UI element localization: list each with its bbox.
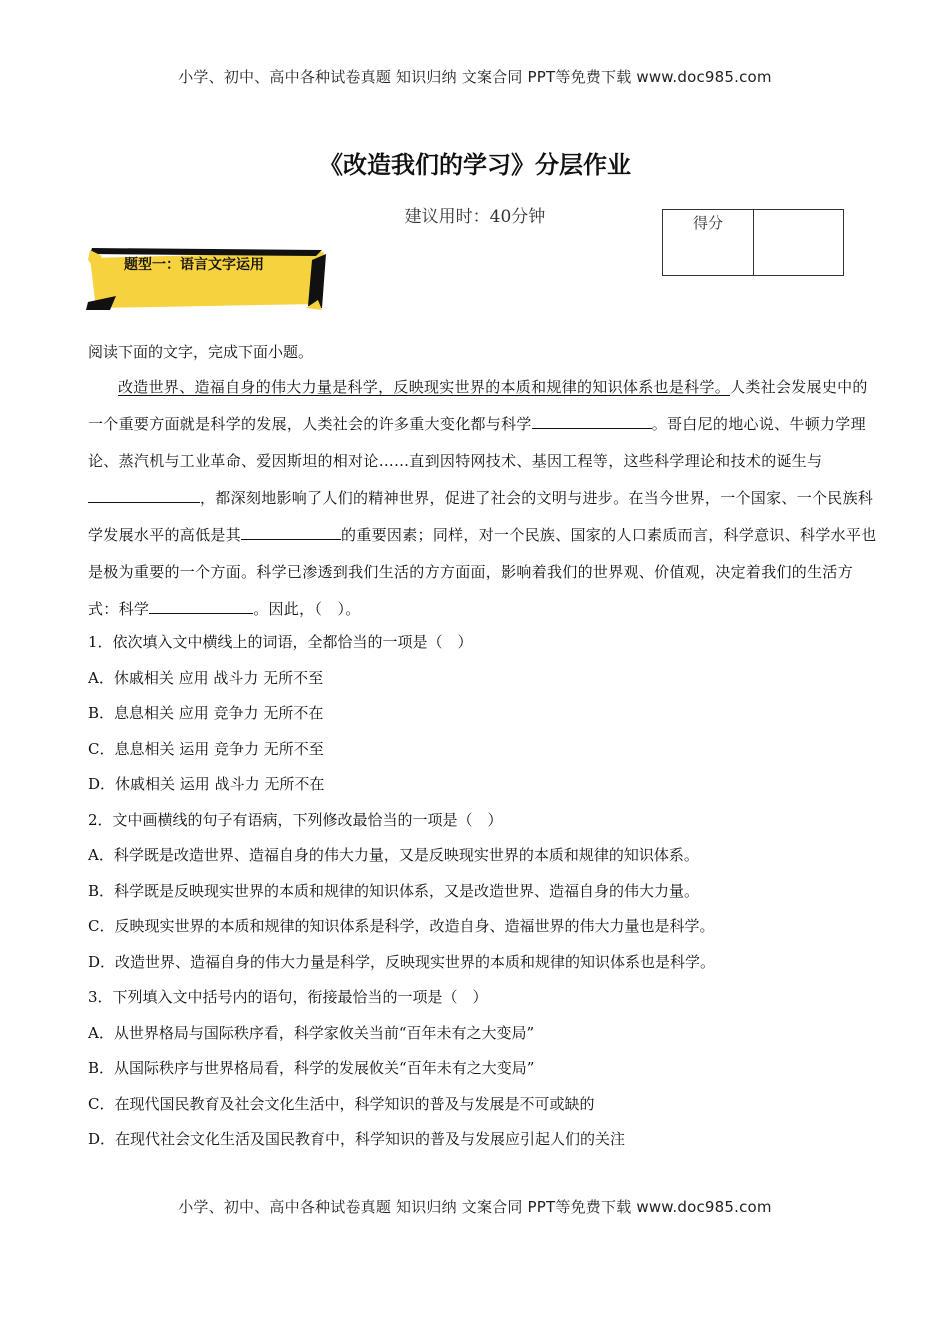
fill-blank-4[interactable] <box>149 596 253 614</box>
option-c[interactable]: C．反映现实世界的本质和规律的知识体系是科学，改造自身、造福世界的伟大力量也是科学。 <box>88 917 715 935</box>
option-b[interactable]: B．从国际秩序与世界格局看，科学的发展攸关“百年未有之大变局” <box>88 1059 535 1077</box>
fill-blank-2[interactable] <box>88 485 200 503</box>
passage-segment-3: ，都深刻地影响了人们的精神世界，促进了社会的文明与进步。在当今世界，一个国家、一个民族科学发展水平的高低是其 <box>88 489 874 544</box>
option-a[interactable]: A．从世界格局与国际秩序看，科学家攸关当前“百年未有之大变局” <box>88 1023 535 1042</box>
option-a[interactable]: A．休戚相关 应用 战斗力 无所不至 <box>88 668 324 687</box>
question-2 <box>88 803 878 981</box>
reading-instruction: 阅读下面的文字，完成下面小题。 <box>88 343 314 361</box>
passage-segment-2: 。哥白尼的地心说、牛顿力学理论、蒸汽机与工业革命、爱因斯坦的相对论……直到因特网技术、基因工程等，这些科学理论和技术的诞生与 <box>88 415 866 470</box>
footer-banner: 小学、初中、高中各种试卷真题 知识归纳 文案合同 PPT等免费下载 www.doc985.com <box>178 1198 772 1216</box>
question-stem: 1．依次填入文中横线上的词语，全都恰当的一项是（ ） <box>88 633 473 651</box>
page-title: 《改造我们的学习》分层作业 <box>319 151 631 179</box>
score-label: 得分 <box>692 214 723 232</box>
suggested-time: 建议用时：40分钟 <box>404 207 546 227</box>
underlined-sentence: 改造世界、造福自身的伟大力量是科学，反映现实世界的本质和规律的知识体系也是科学。 <box>118 378 731 396</box>
option-d[interactable]: D．改造世界、造福自身的伟大力量是科学，反映现实世界的本质和规律的知识体系也是科学。 <box>88 952 716 971</box>
document-body <box>88 340 878 1158</box>
passage-segment-4: 的重要因素；同样，对一个民族、国家的人口素质而言，科学意识、科学水平也是极为重要的一个方面。科学已渗透到我们生活的方方面面，影响着我们的世界观、价值观，决定着我们的生活方式：科学 <box>88 526 877 618</box>
question-stem: 3．下列填入文中括号内的语句，衔接最恰当的一项是（ ） <box>88 988 488 1006</box>
section-label: 题型一：语言文字运用 <box>124 257 264 273</box>
option-a[interactable]: A．科学既是改造世界、造福自身的伟大力量，又是反映现实世界的本质和规律的知识体系。 <box>88 846 699 864</box>
question-stem: 2．文中画横线的句子有语病，下列修改最恰当的一项是（ ） <box>88 810 503 829</box>
header-banner: 小学、初中、高中各种试卷真题 知识归纳 文案合同 PPT等免费下载 www.doc985.com <box>178 68 772 86</box>
passage-segment-5: 。因此，（ ）。 <box>253 600 361 618</box>
passage-segment-1: 人类社会发展史中的一个重要方面就是科学的发展，人类社会的许多重大变化都与科学 <box>88 378 868 433</box>
option-c[interactable]: C．在现代国民教育及社会文化生活中，科学知识的普及与发展是不可或缺的 <box>88 1094 595 1113</box>
question-1 <box>88 625 878 803</box>
fill-blank-1[interactable] <box>532 411 652 429</box>
fill-blank-3[interactable] <box>241 522 341 540</box>
option-d[interactable]: D．休戚相关 运用 战斗力 无所不在 <box>88 775 325 793</box>
score-value-cell[interactable] <box>754 210 844 275</box>
option-b[interactable]: B．科学既是反映现实世界的本质和规律的知识体系，又是改造世界、造福自身的伟大力量。 <box>88 881 700 900</box>
score-table <box>662 209 844 276</box>
option-d[interactable]: D．在现代社会文化生活及国民教育中，科学知识的普及与发展应引起人们的关注 <box>88 1130 626 1148</box>
reading-passage <box>88 369 878 628</box>
option-c[interactable]: C．息息相关 运用 竞争力 无所不至 <box>88 739 324 758</box>
section-banner <box>86 246 326 312</box>
option-b[interactable]: B．息息相关 应用 竞争力 无所不在 <box>88 704 324 722</box>
question-3 <box>88 980 878 1158</box>
